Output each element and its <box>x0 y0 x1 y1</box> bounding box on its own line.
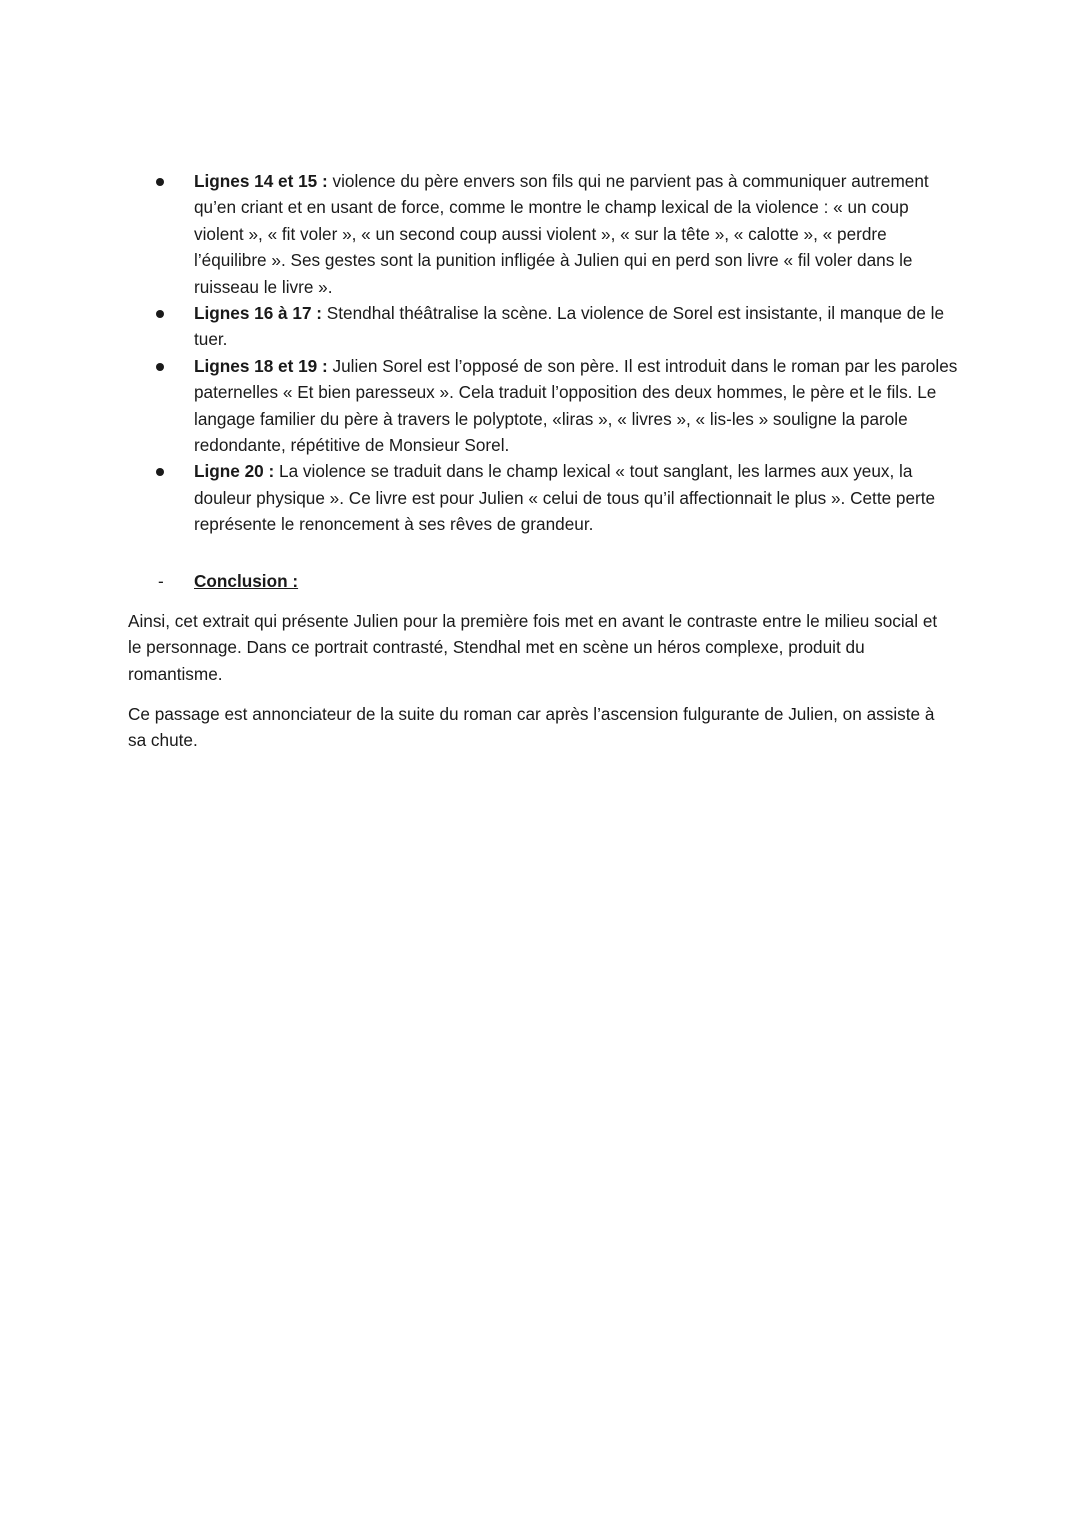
bullet-label: Lignes 16 à 17 : <box>194 303 323 324</box>
bullet-dot-icon <box>156 468 164 476</box>
bullet-text: La violence se traduit dans le champ lexical « tout sanglant, les larmes aux yeux, la douleur physique ». Ce livre est pour Julien « celui de tous qu’il affectionnait le plus ». Cette perte représente le renoncement à ses rêves de grandeur. <box>194 461 936 535</box>
bullet-text: Julien Sorel est l’opposé de son père. Il est introduit dans le roman par les paroles paternelles « Et bien paresseux ». Cela traduit l’opposition des deux hommes, le père et le fils. Le langage familier du père à travers le polyptote, «liras », « livres », « lis-les » souligne la parole redondante, répétitive de Monsieur Sorel. <box>194 355 958 456</box>
bullet-dot-icon <box>156 178 164 186</box>
bullet-label: Lignes 14 et 15 : <box>194 171 328 191</box>
bullet-item-lignes-14-15 <box>130 168 960 300</box>
bullet-text: violence du père envers son fils qui ne parvient pas à communiquer autrement qu’en criant et en usant de force, comme le montre le champ lexical de la violence : « un coup violent », « fit voler », « un second coup aussi violent », « sur la tête », « calotte », « perdre l’équilibre ». Ses gestes sont la punition infligée à Julien qui en perd son livre « fil voler dans le ruisseau le livre ». <box>194 171 929 297</box>
bullet-dot-icon <box>156 363 164 371</box>
heading-dash: - <box>158 571 164 591</box>
bullet-dot-icon <box>156 310 164 318</box>
conclusion-paragraph: Ainsi, cet extrait qui présente Julien pour la première fois met en avant le contraste entre le milieu social et le personnage. Dans ce portrait contrasté, Stendhal met en scène un héros complexe, produit du romantisme. <box>128 611 938 684</box>
conclusion-heading-text: Conclusion : <box>194 571 299 591</box>
bullet-item-ligne-20 <box>130 458 960 537</box>
bullet-item-lignes-18-19 <box>130 353 960 459</box>
conclusion-paragraph: Ce passage est annonciateur de la suite du roman car après l’ascension fulgurante de Julien, on assiste à sa chute. <box>128 704 935 751</box>
bullet-text: Stendhal théâtralise la scène. La violence de Sorel est insistante, il manque de le tuer. <box>194 303 945 350</box>
bullet-label: Ligne 20 : <box>194 461 275 482</box>
analysis-bullet-list <box>130 168 960 538</box>
bullet-item-lignes-16-17 <box>130 300 960 353</box>
bullet-label: Lignes 18 et 19 : <box>194 355 328 376</box>
